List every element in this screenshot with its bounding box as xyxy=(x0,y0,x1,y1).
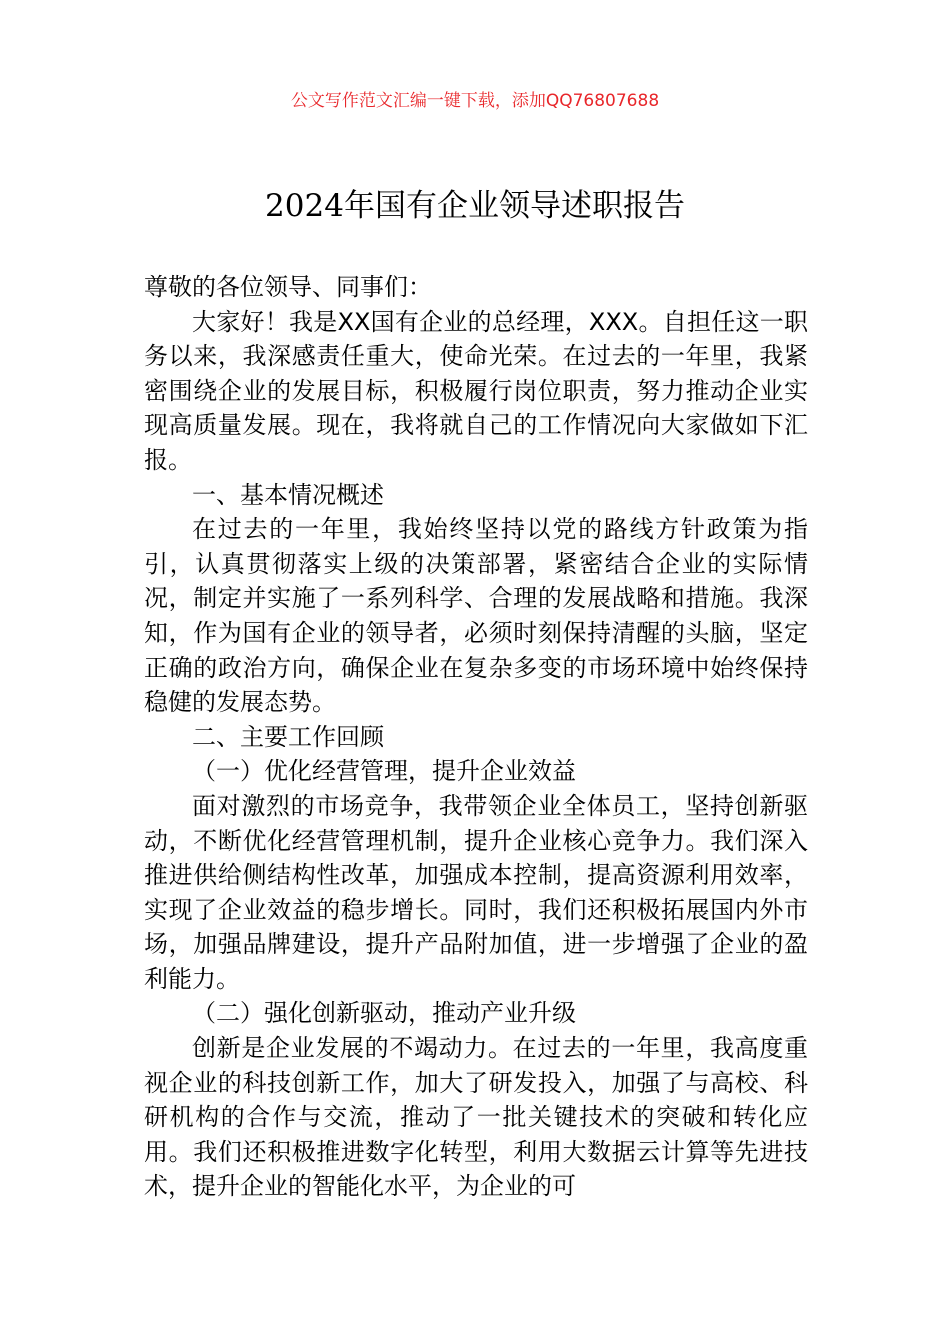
download-banner[interactable]: 公文写作范文汇编一键下载，添加QQ76807688 xyxy=(290,91,660,111)
subheading-innovation: （二）强化创新驱动，推动产业升级 xyxy=(192,999,576,1028)
paragraph-management: 面对激烈的市场竞争，我带领企业全体员工，坚持创新驱动，不断优化经营管理机制，提升企业核心竞争力。我们深入推进供给侧结构性改革，加强成本控制，提高资源利用效率，实现了企业效益的稳步增长。同时，我们还积极拓展国内外市场，加强品牌建设，提升产品附加值，进一步增强了企业的盈利能力。 xyxy=(144,791,808,993)
section-heading-overview: 一、基本情况概述 xyxy=(192,480,384,509)
document-title: 2024年国有企业领导述职报告 xyxy=(265,188,685,224)
salutation: 尊敬的各位领导、同事们： xyxy=(144,273,432,301)
section-heading-review: 二、主要工作回顾 xyxy=(192,722,384,751)
paragraph-intro: 大家好！我是XX国有企业的总经理，XXX。自担任这一职务以来，我深感责任重大，使命光荣。在过去的一年里，我紧密围绕企业的发展目标，积极履行岗位职责，努力推动企业实现高质量发展。现在，我将就自己的工作情况向大家做如下汇报。 xyxy=(144,307,808,474)
paragraph-innovation: 创新是企业发展的不竭动力。在过去的一年里，我高度重视企业的科技创新工作，加大了研发投入，加强了与高校、科研机构的合作与交流，推动了一批关键技术的突破和转化应用。我们还积极推进数字化转型，利用大数据云计算等先进技术，提升企业的智能化水平，为企业的可 xyxy=(144,1034,808,1201)
document-body xyxy=(144,270,808,1204)
subheading-management: （一）优化经营管理，提升企业效益 xyxy=(192,757,576,786)
paragraph-overview: 在过去的一年里，我始终坚持以党的路线方针政策为指引，认真贯彻落实上级的决策部署，紧密结合企业的实际情况，制定并实施了一系列科学、合理的发展战略和措施。我深知，作为国有企业的领导者，必须时刻保持清醒的头脑，坚定正确的政治方向，确保企业在复杂多变的市场环境中始终保持稳健的发展态势。 xyxy=(144,515,808,717)
